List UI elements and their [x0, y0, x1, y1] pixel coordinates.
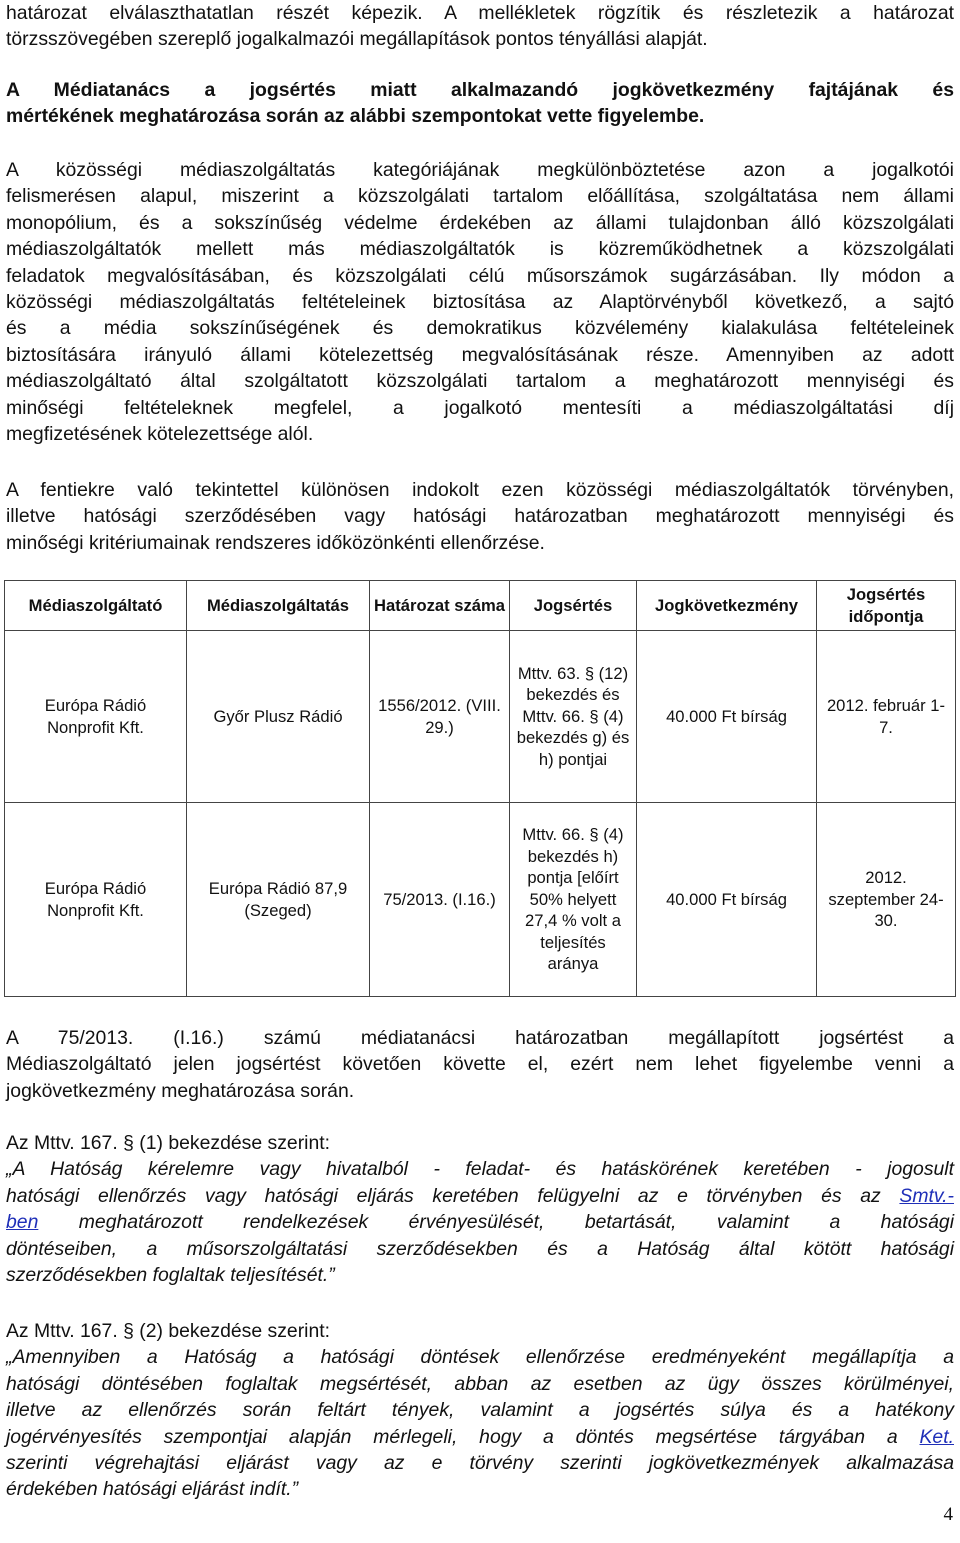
smtv-link[interactable]: Smtv.-: [899, 1184, 954, 1207]
section-heading: [6, 77, 954, 130]
cell-violation: Mttv. 66. § (4) bekezdés h) pontja [előírt 50% helyett 27,4 % volt a teljesítés aránya: [510, 803, 637, 997]
page-number: 4: [943, 1504, 953, 1525]
cell-decision: 75/2013. (I.16.): [370, 803, 510, 997]
cell-service: Európa Rádió 87,9 (Szeged): [187, 803, 370, 997]
cell-date: 2012. február 1-7.: [817, 631, 956, 803]
quote-intro: Az Mttv. 167. § (1) bekezdése szerint:: [6, 1132, 331, 1154]
quote-line: hatósági döntésében foglaltak megsértését, abban az esetben az ügy összes körülményei,: [6, 1372, 954, 1395]
text-line: monopólium, és a sokszínűség védelme érdekében az állami tulajdonban álló közszolgálati: [6, 211, 954, 234]
cell-provider: Európa Rádió Nonprofit Kft.: [5, 803, 187, 997]
paragraph-prior-violation: [6, 1025, 954, 1104]
header-violation: Jogsértés: [510, 581, 637, 631]
cell-violation: Mttv. 63. § (12) bekezdés és Mttv. 66. § (4) bekezdés g) és h) pontjai: [510, 631, 637, 803]
text-line: törzsszövegében szereplő jogalkalmazói megállapítások pontos tényállási alapját.: [6, 28, 708, 51]
text-line: minőségi feltételeknek megfelel, a jogalkotó mentesíti a médiaszolgáltatási díj: [6, 396, 954, 419]
text-line: felismerésen alapul, miszerint a közszolgálati tartalom előállítása, szolgáltatása nem állami: [6, 185, 954, 208]
text-line: A 75/2013. (I.16.) számú médiatanácsi határozatban megállapított jogsértést a: [6, 1027, 954, 1049]
text-line: határozat elválaszthatatlan részét képezik. A mellékletek rögzítik és részletezik a határozat: [6, 2, 954, 24]
quote-line: [6, 1209, 954, 1235]
cell-decision: 1556/2012. (VIII. 29.): [370, 631, 510, 803]
text-line: illetve hatósági szerződésében vagy hatósági határozatban meghatározott mennyiségi és: [6, 505, 954, 528]
text-line: A közösségi médiaszolgáltatás kategóriájának megkülönböztetése azon a jogalkotói: [6, 159, 954, 181]
text-line: feladatok megvalósításában, és közszolgálati célú műsorszámok sugárzásában. Ily módon a: [6, 264, 954, 287]
text-line: közösségi médiaszolgáltatás feltételeinek biztosítása az Alaptörvényből következő, a sajtó: [6, 291, 954, 314]
text-line: mértékének meghatározása során az alábbi szempontokat vette figyelembe.: [6, 105, 705, 128]
quote-line: érdekében hatósági eljárást indít.”: [6, 1478, 299, 1501]
cell-consequence: 40.000 Ft bírság: [637, 631, 817, 803]
table-header-row: [5, 581, 956, 631]
quote-line: szerinti végrehajtási eljárást vagy az e törvény szerinti jogkövetkezmények alkalmazása: [6, 1452, 954, 1475]
cell-date: 2012. szeptember 24-30.: [817, 803, 956, 997]
quote-text: hatósági ellenőrzés vagy hatósági eljárás keretében felügyelni az e törvényben és az: [6, 1184, 900, 1207]
header-date: Jogsértés időpontja: [817, 581, 956, 631]
quote-line: „Amennyiben a Hatóság a hatósági döntések ellenőrzése eredményeként megállapítja a: [6, 1346, 954, 1369]
header-consequence: Jogkövetkezmény: [637, 581, 817, 631]
text-line: médiaszolgáltatók mellett más médiaszolgáltatók is közreműködhetnek a közszolgálati: [6, 238, 954, 261]
quote-mttv-167-1: [6, 1130, 954, 1288]
header-decision: Határozat száma: [370, 581, 510, 631]
text-line: Médiaszolgáltató jelen jogsértést követően követte el, ezért nem lehet figyelembe venni a: [6, 1053, 954, 1076]
quote-line: [6, 1424, 954, 1450]
table-row: [5, 631, 956, 803]
cell-consequence: 40.000 Ft bírság: [637, 803, 817, 997]
cell-service: Győr Plusz Rádió: [187, 631, 370, 803]
table-row: [5, 803, 956, 997]
header-service: Médiaszolgáltatás: [187, 581, 370, 631]
quote-line: döntéseiben, a műsorszolgáltatási szerződésekben és a Hatóság által kötött hatósági: [6, 1237, 954, 1260]
quote-mttv-167-2: [6, 1318, 954, 1503]
quote-line: illetve az ellenőrzés során feltárt tények, valamint a jogsértés súlya és a hatékony: [6, 1399, 954, 1422]
quote-text: meghatározott rendelkezések érvényesülését, betartását, valamint a hatósági: [38, 1211, 954, 1234]
quote-intro: Az Mttv. 167. § (2) bekezdése szerint:: [6, 1320, 331, 1342]
text-line: megfizetésének kötelezettsége alól.: [6, 423, 314, 446]
paragraph-community-media: [6, 157, 954, 447]
text-line: jogkövetkezmény meghatározása során.: [6, 1079, 355, 1102]
text-line: A fentiekre való tekintettel különösen indokolt ezen közösségi médiaszolgáltatók törvényben,: [6, 479, 954, 501]
ket-link[interactable]: Ket.: [919, 1425, 954, 1448]
violations-table: [4, 580, 956, 997]
header-provider: Médiaszolgáltató: [5, 581, 187, 631]
text-line: médiaszolgáltató által szolgáltatott közszolgálati tartalom a meghatározott mennyiségi és: [6, 370, 954, 393]
quote-text: jogérvényesítés szempontjai alapján mérlegeli, hogy a döntés megsértése tárgyában a: [6, 1425, 920, 1448]
cell-provider: Európa Rádió Nonprofit Kft.: [5, 631, 187, 803]
intro-paragraph: [6, 0, 954, 53]
text-line: minőségi kritériumainak rendszeres időközönkénti ellenőrzése.: [6, 531, 545, 554]
quote-line: „A Hatóság kérelemre vagy hivatalból - feladat- és hatáskörének keretében - jogosult: [6, 1158, 954, 1181]
quote-line: szerződésekben foglaltak teljesítését.”: [6, 1264, 335, 1287]
text-line: biztosítására irányuló állami kötelezettség megvalósításának része. Amennyiben az adott: [6, 343, 954, 366]
paragraph-control: [6, 477, 954, 556]
smtv-link-continued[interactable]: ben: [6, 1211, 39, 1234]
quote-line: [6, 1183, 954, 1209]
text-line: A Médiatanács a jogsértés miatt alkalmazandó jogkövetkezmény fajtájának és: [6, 79, 954, 101]
text-line: és a média sokszínűségének és demokratikus közvélemény kialakulása feltételeinek: [6, 317, 954, 340]
